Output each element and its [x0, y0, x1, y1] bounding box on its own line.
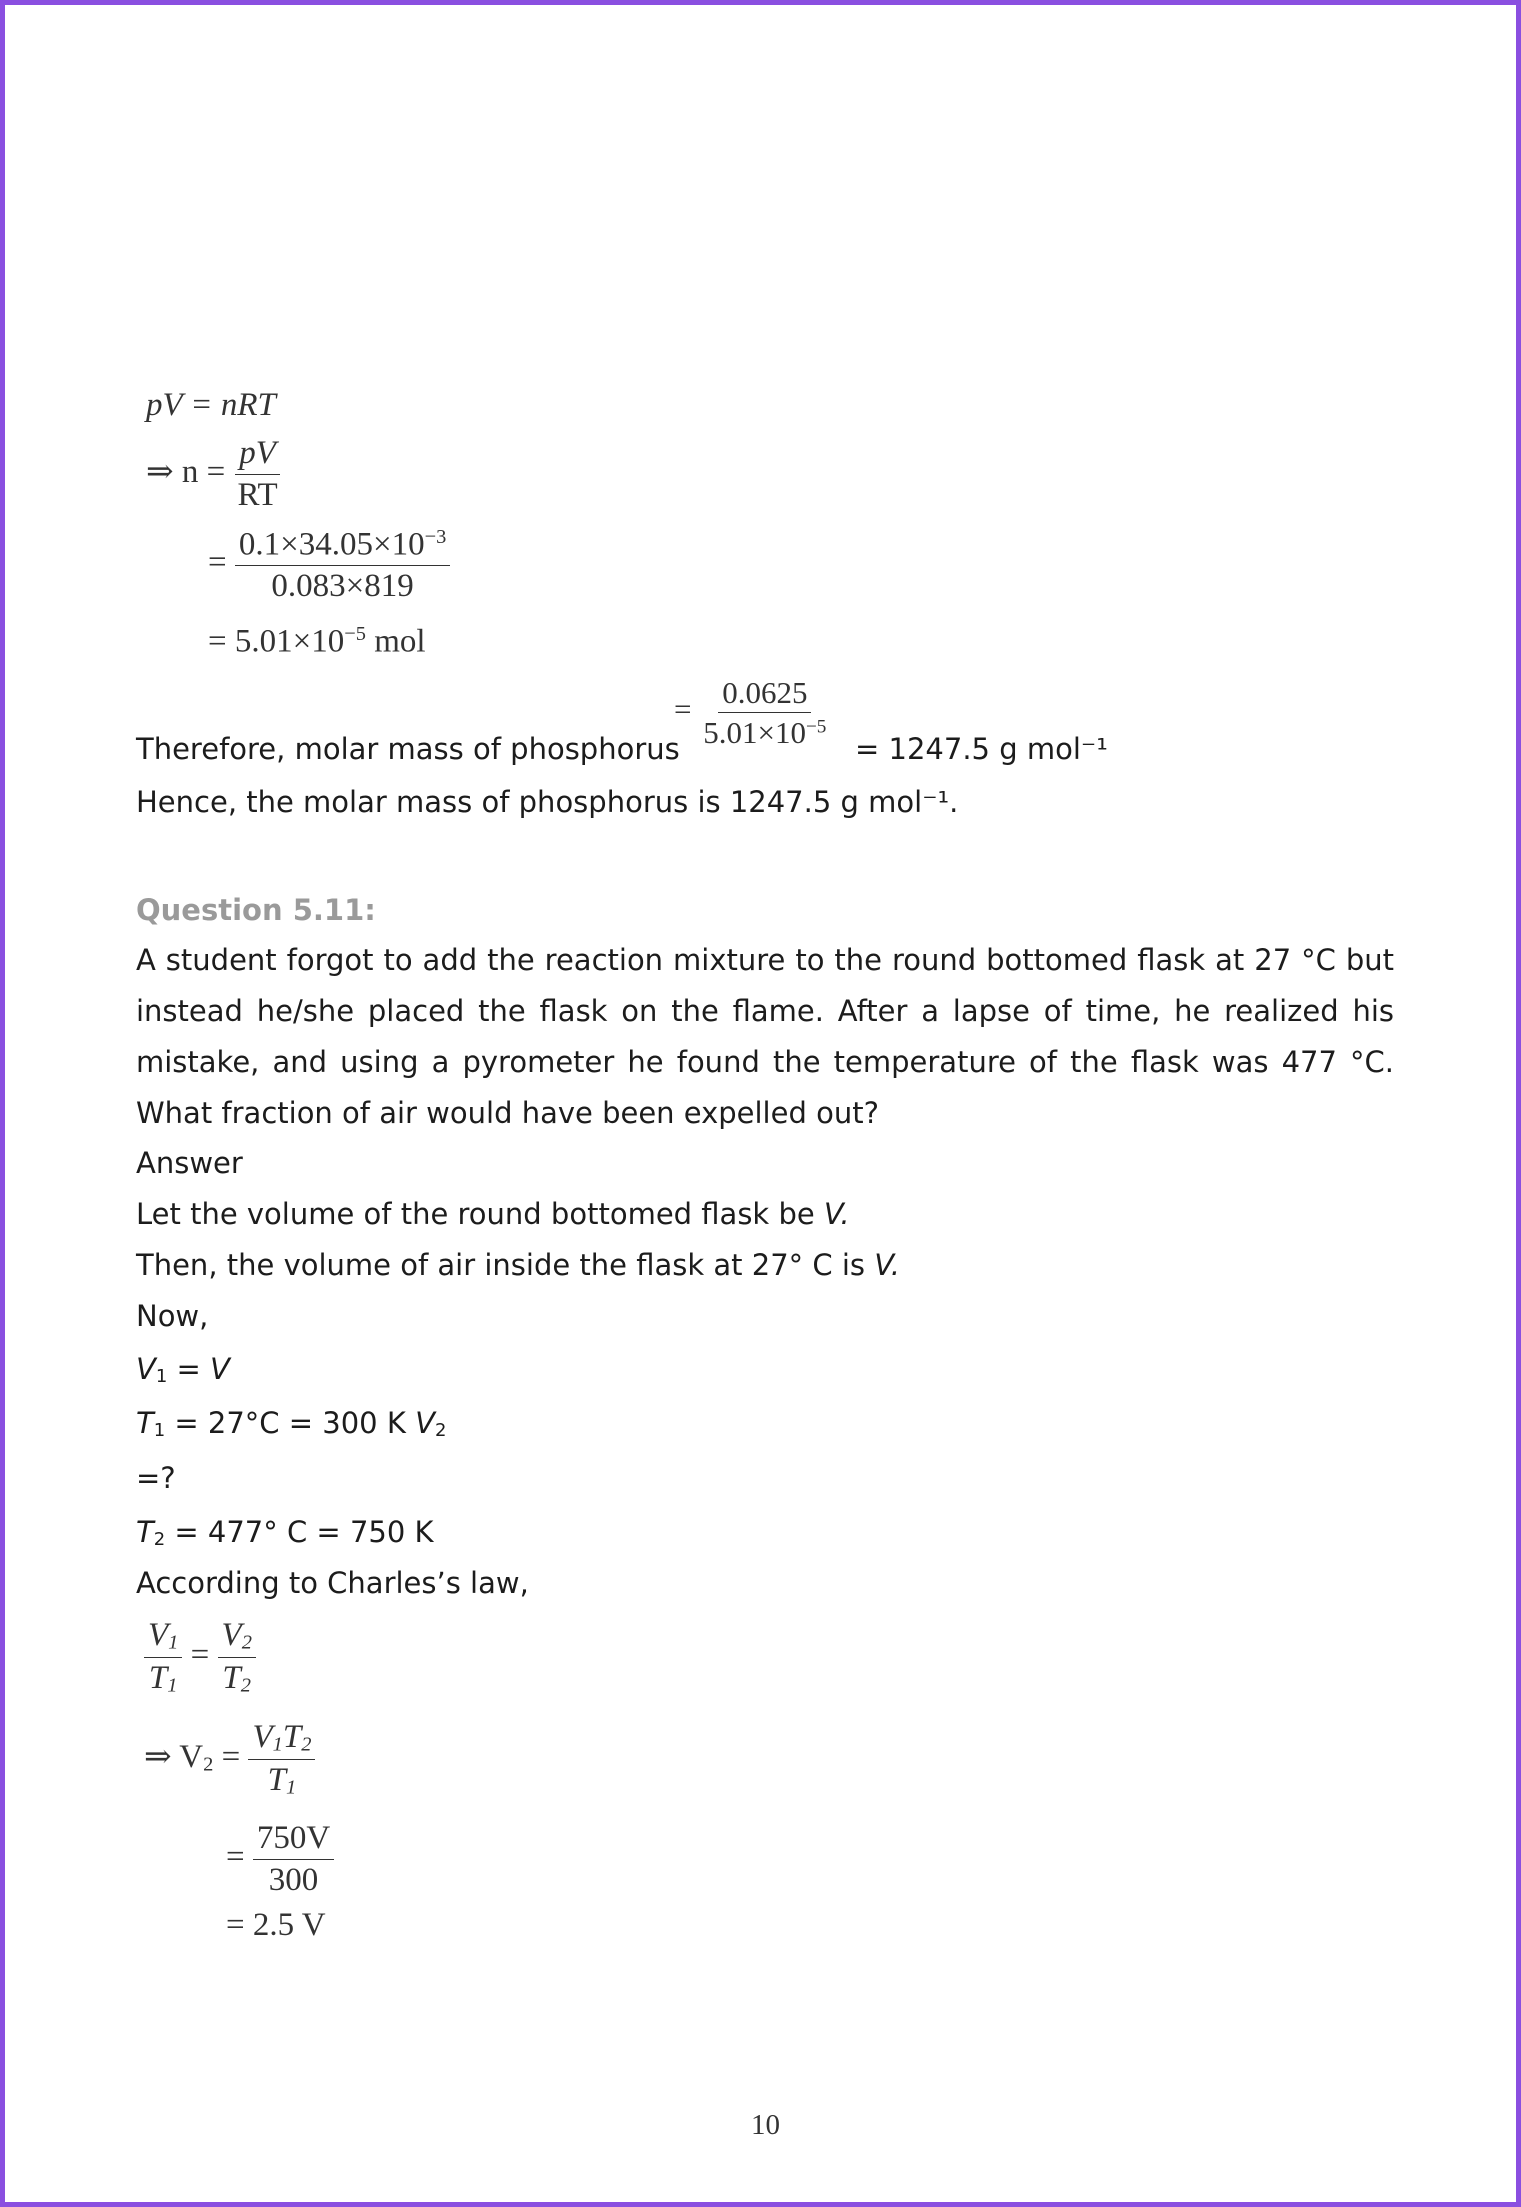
- variable: V: [136, 1352, 156, 1386]
- charles-law-line: According to Charles’s law,: [136, 1566, 529, 1600]
- lhs-text: ⇒ V: [144, 1739, 204, 1776]
- fraction: [699, 677, 830, 748]
- subscript: 2: [434, 1420, 447, 1442]
- eq-sign: =: [221, 1739, 241, 1776]
- eq-line-1: pV = nRT: [146, 387, 276, 423]
- frac-den: [264, 1760, 301, 1798]
- variable: V: [210, 1352, 230, 1386]
- variable: V.: [874, 1248, 900, 1282]
- question-heading: Question 5.11:: [136, 893, 376, 927]
- lhs: [144, 1739, 213, 1775]
- answer-line-3: Now,: [136, 1299, 209, 1333]
- subscript: 1: [286, 1776, 297, 1799]
- answer-line-2: [136, 1248, 900, 1282]
- subscript: 1: [167, 1674, 178, 1697]
- subscript: 2: [241, 1631, 252, 1654]
- line-text: Let the volume of the round bottomed flask be: [136, 1197, 824, 1231]
- variable: V: [252, 1719, 273, 1755]
- exponent: −5: [344, 623, 366, 645]
- result-text: = 5.01×10: [208, 623, 345, 660]
- subscript: 2: [301, 1733, 312, 1756]
- t2-line: [136, 1515, 434, 1550]
- variable: V.: [823, 1197, 850, 1231]
- exponent: −5: [805, 716, 827, 738]
- frac-den: RT: [237, 477, 278, 513]
- question-text: A student forgot to add the reaction mixture to the round bottomed flask at 27 °C but instead he/she placed the flask on the flame. After a lapse of time, he realized his mistake, and using a pyrometer he found the temperature of the flask was 477 °C. What fraction of air would have been expelled out?: [136, 943, 1394, 1130]
- fraction: [235, 527, 450, 603]
- variable: V: [148, 1617, 169, 1653]
- answer-label: Answer: [136, 1146, 243, 1180]
- exponent: −3: [424, 526, 447, 548]
- variable: T: [222, 1660, 241, 1697]
- subscript: 1: [272, 1733, 283, 1756]
- frac-num: [235, 527, 450, 566]
- variable: T: [267, 1762, 287, 1799]
- eq-n-formula: [146, 437, 282, 512]
- subscript: 1: [153, 1420, 166, 1442]
- hence-line: Hence, the molar mass of phosphorus is 1247.5 g mol⁻¹.: [136, 785, 959, 819]
- subscript: 2: [153, 1529, 166, 1551]
- fraction: [234, 437, 282, 512]
- eq-sign: =: [674, 691, 692, 727]
- eq-n-lhs: ⇒ n =: [146, 454, 226, 491]
- line-text: = 477° C = 750 K: [165, 1515, 434, 1549]
- frac-num: 0.0625: [718, 677, 811, 713]
- frac-den: [218, 1658, 255, 1696]
- eq-sign: =: [208, 544, 227, 581]
- eq-charles: [144, 1619, 256, 1696]
- den-text: 5.01×10: [703, 715, 806, 750]
- fraction: [218, 1619, 256, 1696]
- eq-v2-result: = 2.5 V: [226, 1907, 326, 1943]
- eq-v2-substitution: [226, 1822, 334, 1897]
- eq-n-substitution: [208, 527, 450, 603]
- answer-line-1: [136, 1197, 850, 1231]
- variable: T: [136, 1406, 154, 1440]
- operator: =: [167, 1352, 211, 1386]
- molar-mass-fraction: [674, 677, 830, 748]
- unit: mol: [374, 623, 426, 660]
- frac-den: [699, 713, 830, 748]
- frac-num: 750V: [253, 1822, 334, 1860]
- eq-sign: =: [190, 1637, 210, 1674]
- num-text: 0.1×34.05×10: [238, 526, 425, 563]
- fraction: [253, 1822, 334, 1897]
- variable: T: [136, 1515, 154, 1549]
- v2-unknown: =?: [136, 1461, 176, 1495]
- subscript: 2: [240, 1674, 251, 1697]
- t1-line: [136, 1406, 446, 1441]
- frac-den: 0.083×819: [271, 568, 414, 605]
- frac-num: [248, 1721, 315, 1760]
- eq-sign: =: [226, 1839, 245, 1876]
- v1-line: [136, 1352, 230, 1387]
- eq-n-result: [208, 624, 426, 658]
- frac-num: [218, 1619, 256, 1658]
- page-number: 10: [751, 2109, 780, 2141]
- frac-den: [145, 1658, 182, 1696]
- line-text: = 27°C = 300 K: [165, 1406, 416, 1440]
- molar-mass-result: = 1247.5 g mol⁻¹: [855, 732, 1108, 766]
- variable: V: [415, 1406, 435, 1440]
- eq-ideal-gas: [146, 389, 276, 422]
- subscript: 1: [155, 1366, 168, 1388]
- eq-v2-formula: [144, 1721, 315, 1798]
- variable: T: [148, 1660, 168, 1697]
- subscript: 2: [203, 1753, 214, 1776]
- subscript: 1: [168, 1631, 179, 1654]
- frac-num: [144, 1619, 182, 1658]
- variable: V: [221, 1617, 242, 1653]
- fraction: [248, 1721, 315, 1798]
- molar-mass-label: Therefore, molar mass of phosphorus: [136, 732, 680, 766]
- frac-num: pV: [235, 437, 280, 475]
- line-text: Then, the volume of air inside the flask at 27° C is: [136, 1248, 875, 1282]
- fraction: [144, 1619, 182, 1696]
- frac-den: 300: [268, 1862, 319, 1898]
- variable: T: [282, 1719, 302, 1755]
